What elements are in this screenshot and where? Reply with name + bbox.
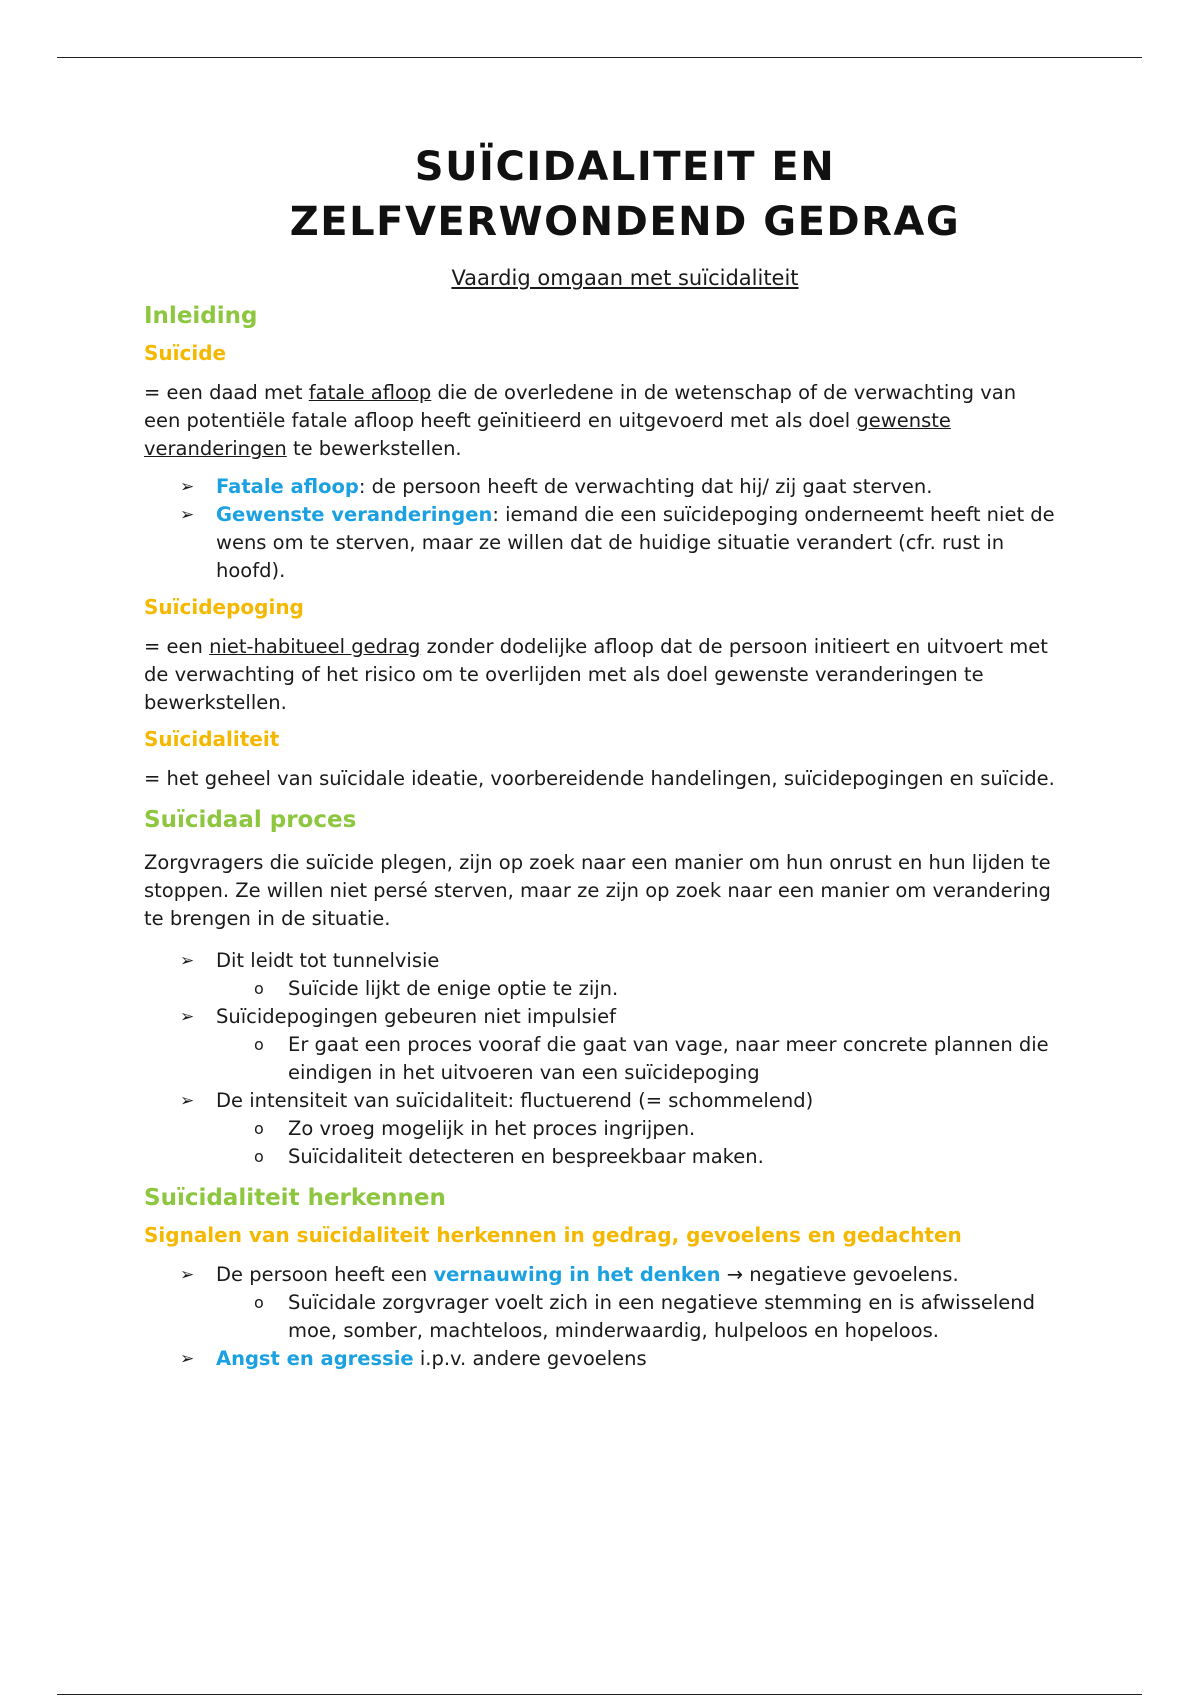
heading-suicidaal-proces: Suïcidaal proces: [144, 807, 357, 833]
subheading-suicidaliteit: Suïcidaliteit: [144, 727, 280, 751]
top-rule: [57, 57, 1142, 58]
list-item: ➢ Fatale afloop: de persoon heeft de verwachting dat hij/ zij gaat sterven.: [144, 473, 1056, 501]
circle-bullet-icon: o: [254, 1147, 264, 1166]
heading-inleiding: Inleiding: [144, 303, 258, 329]
circle-bullet-icon: o: [254, 1035, 264, 1054]
arrow-bullet-icon: ➢: [180, 505, 195, 525]
bottom-rule: [57, 1694, 1142, 1695]
circle-bullet-icon: o: [254, 1119, 264, 1138]
arrow-bullet-icon: ➢: [180, 1349, 195, 1369]
arrow-bullet-icon: ➢: [180, 1091, 195, 1111]
document-page: [144, 140, 1056, 1383]
list-item: ➢ Suïcidepogingen gebeuren niet impulsief: [144, 1003, 1056, 1031]
list-item: o Suïcidale zorgvrager voelt zich in een negatieve stemming en is afwisselend moe, somber, machteloos, minderwaardig, hulpeloos en hopeloos.: [254, 1291, 1035, 1342]
arrow-bullet-icon: ➢: [180, 477, 195, 497]
subheading-suicide: Suïcide: [144, 341, 227, 365]
definition-suicidepoging: = een niet-habitueel gedrag zonder dodelijke afloop dat de persoon initieert en uitvoert met de verwachting of het risico om te overlijden met als doel gewenste veranderingen te bewerkstellen.: [144, 635, 1048, 714]
document-title: [144, 140, 1056, 250]
document-subtitle: Vaardig omgaan met suïcidaliteit: [451, 266, 799, 290]
heading-suicidaliteit-herkennen: Suïcidaliteit herkennen: [144, 1185, 446, 1211]
paragraph-proces: Zorgvragers die suïcide plegen, zijn op zoek naar een manier om hun onrust en hun lijden te stoppen. Ze willen niet persé sterven, maar ze zijn op zoek naar een manier om verandering te brengen in de situatie.: [144, 851, 1051, 930]
list-item: ➢ De persoon heeft een vernauwing in het denken → negatieve gevoelens.: [144, 1261, 1056, 1289]
title-line-2: ZELFVERWONDEND GEDRAG: [289, 199, 961, 245]
list-item: o Suïcide lijkt de enige optie te zijn.: [144, 975, 1056, 1003]
proces-bullets: [144, 947, 1056, 1171]
circle-bullet-icon: o: [254, 1293, 264, 1312]
suicide-bullets: [144, 473, 1056, 585]
list-item: o Zo vroeg mogelijk in het proces ingrijpen.: [144, 1115, 1056, 1143]
definition-suicidaliteit: = het geheel van suïcidale ideatie, voorbereidende handelingen, suïcidepogingen en suïcide.: [144, 767, 1055, 790]
list-item: ➢ Dit leidt tot tunnelvisie: [144, 947, 1056, 975]
list-item: ➢ Gewenste veranderingen: iemand die een suïcidepoging onderneemt heeft niet de wens om te sterven, maar ze willen dat de huidige situatie verandert (cfr. rust in hoofd).: [180, 503, 1055, 582]
list-item: ➢ De intensiteit van suïcidaliteit: fluctuerend (= schommelend): [144, 1087, 1056, 1115]
subheading-signalen: Signalen van suïcidaliteit herkennen in gedrag, gevoelens en gedachten: [144, 1223, 962, 1247]
signalen-bullets: [144, 1261, 1056, 1373]
circle-bullet-icon: o: [254, 979, 264, 998]
arrow-bullet-icon: ➢: [180, 1007, 195, 1027]
arrow-bullet-icon: ➢: [180, 951, 195, 971]
list-item: ➢ Angst en agressie i.p.v. andere gevoelens: [144, 1345, 1056, 1373]
title-line-1: SUÏCIDALITEIT EN: [414, 144, 836, 190]
subheading-suicidepoging: Suïcidepoging: [144, 595, 304, 619]
list-item: o Er gaat een proces vooraf die gaat van vage, naar meer concrete plannen die eindigen in het uitvoeren van een suïcidepoging: [254, 1033, 1049, 1084]
list-item: o Suïcidaliteit detecteren en bespreekbaar maken.: [144, 1143, 1056, 1171]
arrow-bullet-icon: ➢: [180, 1265, 195, 1285]
definition-suicide: = een daad met fatale afloop die de overledene in de wetenschap of de verwachting van een potentiële fatale afloop heeft geïnitieerd en uitgevoerd met als doel gewenste veranderingen te bewerkstellen.: [144, 381, 1017, 460]
